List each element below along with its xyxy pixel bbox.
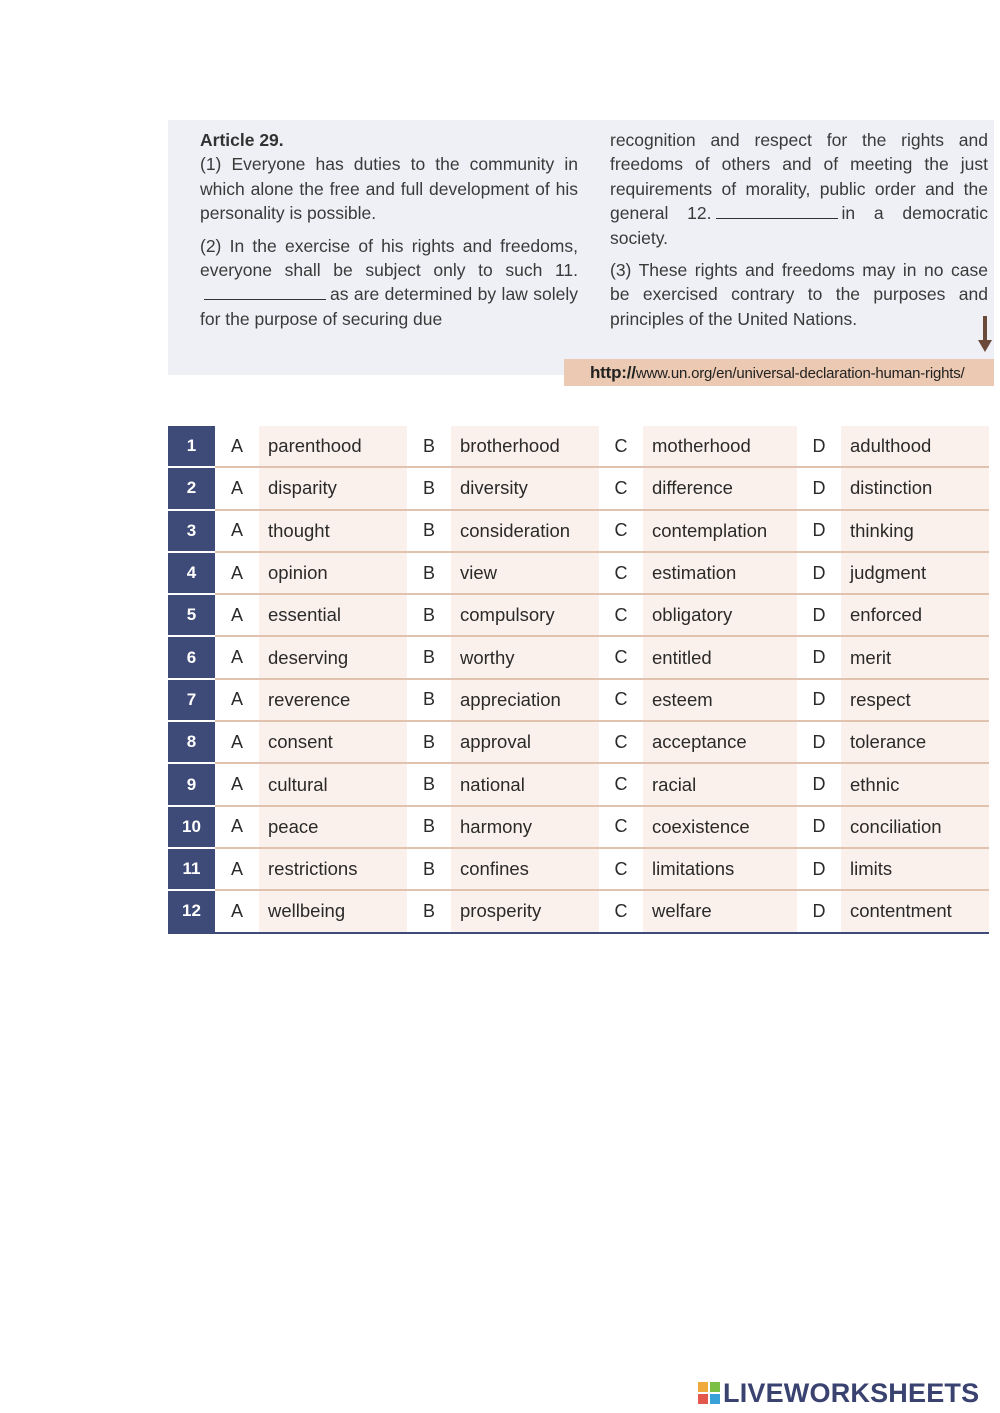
- question-row: [168, 763, 989, 805]
- option-letter: A: [215, 890, 259, 932]
- option-word[interactable]: judgment: [841, 552, 989, 594]
- blank-12[interactable]: [716, 204, 838, 219]
- option-word[interactable]: tolerance: [841, 721, 989, 763]
- question-row: [168, 636, 989, 678]
- option-letter: A: [215, 848, 259, 890]
- option-word[interactable]: adulthood: [841, 426, 989, 467]
- option-word[interactable]: appreciation: [451, 679, 599, 721]
- question-row: [168, 679, 989, 721]
- question-row: [168, 806, 989, 848]
- option-letter: B: [407, 890, 451, 932]
- question-number: 6: [168, 636, 215, 678]
- option-word[interactable]: view: [451, 552, 599, 594]
- article-paragraph-3: (3) These rights and freedoms may in no case be exercised contrary to the purposes and principles of the United Nations.: [610, 260, 988, 329]
- option-word[interactable]: estimation: [643, 552, 797, 594]
- option-letter: A: [215, 721, 259, 763]
- option-word[interactable]: thinking: [841, 510, 989, 552]
- option-word[interactable]: peace: [259, 806, 407, 848]
- option-letter: D: [797, 806, 841, 848]
- option-word[interactable]: welfare: [643, 890, 797, 932]
- option-letter: B: [407, 679, 451, 721]
- option-word[interactable]: merit: [841, 636, 989, 678]
- option-letter: A: [215, 426, 259, 467]
- source-url[interactable]: [564, 359, 994, 386]
- option-letter: C: [599, 467, 643, 509]
- option-word[interactable]: parenthood: [259, 426, 407, 467]
- article-paragraph-2: [200, 234, 578, 332]
- option-word[interactable]: thought: [259, 510, 407, 552]
- option-word[interactable]: limitations: [643, 848, 797, 890]
- question-row: [168, 848, 989, 890]
- option-letter: D: [797, 426, 841, 467]
- option-letter: C: [599, 594, 643, 636]
- article-paragraph-2-continued: [610, 128, 988, 250]
- article-right-column: [610, 128, 988, 339]
- option-word[interactable]: esteem: [643, 679, 797, 721]
- option-letter: B: [407, 552, 451, 594]
- option-letter: D: [797, 467, 841, 509]
- option-letter: D: [797, 510, 841, 552]
- liveworksheets-logo: [698, 1378, 979, 1408]
- option-letter: D: [797, 552, 841, 594]
- option-word[interactable]: motherhood: [643, 426, 797, 467]
- option-word[interactable]: enforced: [841, 594, 989, 636]
- option-word[interactable]: national: [451, 763, 599, 805]
- option-word[interactable]: ethnic: [841, 763, 989, 805]
- option-letter: B: [407, 721, 451, 763]
- option-word[interactable]: entitled: [643, 636, 797, 678]
- option-word[interactable]: reverence: [259, 679, 407, 721]
- question-number: 7: [168, 679, 215, 721]
- option-letter: A: [215, 552, 259, 594]
- option-word[interactable]: disparity: [259, 467, 407, 509]
- option-letter: A: [215, 467, 259, 509]
- question-row: [168, 594, 989, 636]
- question-number: 10: [168, 806, 215, 848]
- option-word[interactable]: difference: [643, 467, 797, 509]
- option-letter: B: [407, 467, 451, 509]
- source-url-protocol: http://: [590, 363, 636, 382]
- option-word[interactable]: contemplation: [643, 510, 797, 552]
- option-letter: B: [407, 510, 451, 552]
- liveworksheets-mark-icon: [698, 1382, 720, 1404]
- question-row: [168, 721, 989, 763]
- option-letter: C: [599, 848, 643, 890]
- option-letter: B: [407, 426, 451, 467]
- article-paragraph-2-start: (2) In the exercise of his rights and freedoms, everyone shall be subject only to such 11.: [200, 235, 578, 281]
- option-word[interactable]: brotherhood: [451, 426, 599, 467]
- option-letter: B: [407, 848, 451, 890]
- option-letter: D: [797, 763, 841, 805]
- option-letter: C: [599, 552, 643, 594]
- option-word[interactable]: approval: [451, 721, 599, 763]
- option-word[interactable]: essential: [259, 594, 407, 636]
- option-letter: B: [407, 806, 451, 848]
- option-letter: B: [407, 763, 451, 805]
- option-word[interactable]: contentment: [841, 890, 989, 932]
- options-table-body: [168, 426, 989, 933]
- option-word[interactable]: consideration: [451, 510, 599, 552]
- arrow-down-icon: [978, 316, 992, 352]
- question-number: 5: [168, 594, 215, 636]
- option-word[interactable]: distinction: [841, 467, 989, 509]
- question-number: 11: [168, 848, 215, 890]
- option-word[interactable]: compulsory: [451, 594, 599, 636]
- option-letter: A: [215, 806, 259, 848]
- option-letter: D: [797, 890, 841, 932]
- article-box: [168, 120, 994, 375]
- question-row: [168, 426, 989, 467]
- option-letter: C: [599, 890, 643, 932]
- question-number: 9: [168, 763, 215, 805]
- option-letter: D: [797, 848, 841, 890]
- question-row: [168, 467, 989, 509]
- option-word[interactable]: conciliation: [841, 806, 989, 848]
- option-word[interactable]: deserving: [259, 636, 407, 678]
- option-letter: C: [599, 721, 643, 763]
- blank-11[interactable]: [204, 285, 326, 300]
- option-word[interactable]: wellbeing: [259, 890, 407, 932]
- article-paragraph-2-end: as are determined by law solely for the purpose of securing due: [200, 284, 578, 329]
- option-word[interactable]: harmony: [451, 806, 599, 848]
- option-word[interactable]: confines: [451, 848, 599, 890]
- option-letter: D: [797, 679, 841, 721]
- option-letter: C: [599, 679, 643, 721]
- option-letter: B: [407, 594, 451, 636]
- option-word[interactable]: opinion: [259, 552, 407, 594]
- option-letter: D: [797, 594, 841, 636]
- liveworksheets-text: LIVEWORKSHEETS: [723, 1377, 980, 1408]
- option-letter: A: [215, 636, 259, 678]
- option-word[interactable]: restrictions: [259, 848, 407, 890]
- option-letter: A: [215, 594, 259, 636]
- question-number: 12: [168, 890, 215, 932]
- question-row: [168, 510, 989, 552]
- article-left-column: [200, 128, 578, 339]
- article-paragraph-2-cont-start: recognition and respect for the rights and freedoms of others and of meeting the just requirements of morality, public order and the general 12.: [610, 130, 988, 224]
- option-word[interactable]: worthy: [451, 636, 599, 678]
- article-title: Article 29.: [200, 130, 284, 150]
- option-letter: A: [215, 763, 259, 805]
- option-word[interactable]: respect: [841, 679, 989, 721]
- option-letter: C: [599, 510, 643, 552]
- question-number: 1: [168, 426, 215, 467]
- option-letter: C: [599, 763, 643, 805]
- option-letter: C: [599, 806, 643, 848]
- option-letter: D: [797, 636, 841, 678]
- option-word[interactable]: limits: [841, 848, 989, 890]
- question-number: 3: [168, 510, 215, 552]
- question-number: 4: [168, 552, 215, 594]
- source-url-path: www.un.org/en/universal-declaration-human-rights/: [635, 365, 965, 382]
- question-number: 8: [168, 721, 215, 763]
- option-word[interactable]: diversity: [451, 467, 599, 509]
- option-word[interactable]: coexistence: [643, 806, 797, 848]
- option-word[interactable]: prosperity: [451, 890, 599, 932]
- option-letter: D: [797, 721, 841, 763]
- option-letter: A: [215, 679, 259, 721]
- option-word[interactable]: obligatory: [643, 594, 797, 636]
- option-word[interactable]: racial: [643, 763, 797, 805]
- option-word[interactable]: consent: [259, 721, 407, 763]
- option-letter: A: [215, 510, 259, 552]
- options-table: [168, 426, 989, 934]
- option-word[interactable]: cultural: [259, 763, 407, 805]
- option-word[interactable]: acceptance: [643, 721, 797, 763]
- question-row: [168, 552, 989, 594]
- question-number: 2: [168, 467, 215, 509]
- article-paragraph-2-cont-end: in a democratic society.: [610, 203, 988, 248]
- option-letter: C: [599, 636, 643, 678]
- option-letter: C: [599, 426, 643, 467]
- article-paragraph-1: (1) Everyone has duties to the community in which alone the free and full development of his personality is possible.: [200, 154, 578, 224]
- question-row: [168, 890, 989, 932]
- option-letter: B: [407, 636, 451, 678]
